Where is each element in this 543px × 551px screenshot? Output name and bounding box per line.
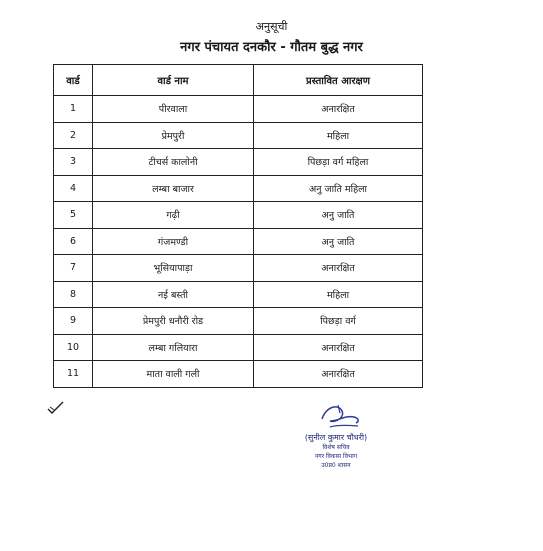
ward-reservation: अनारक्षित	[254, 334, 423, 361]
signatory-name: (सुनील कुमार चौधरी)	[304, 433, 368, 442]
ward-name: लम्बा बाजार	[93, 175, 254, 202]
header-reservation: प्रस्तावित आरक्षण	[254, 65, 423, 96]
ward-number: 9	[54, 308, 93, 335]
ward-reservation: अनारक्षित	[254, 361, 423, 388]
ward-name: भूसियापाड़ा	[93, 255, 254, 282]
ward-reservation: अनु जाति महिला	[254, 175, 423, 202]
table-row	[54, 255, 423, 282]
ward-name: नई बस्ती	[93, 281, 254, 308]
table-row	[54, 308, 423, 335]
table-row	[54, 96, 423, 123]
ward-number: 1	[54, 96, 93, 123]
table-row	[54, 361, 423, 388]
ward-name: प्रेमपुरी	[93, 122, 254, 149]
ward-name: लम्बा गलियारा	[93, 334, 254, 361]
ward-number: 5	[54, 202, 93, 229]
ward-number: 3	[54, 149, 93, 176]
ward-number: 4	[54, 175, 93, 202]
table-row	[54, 228, 423, 255]
ward-number: 6	[54, 228, 93, 255]
schedule-label: अनुसूची	[255, 20, 288, 33]
page-title: नगर पंचायत दनकौर - गौतम बुद्ध नगर	[180, 40, 363, 55]
table-row	[54, 175, 423, 202]
pen-mark-icon	[47, 400, 65, 416]
table-row	[54, 149, 423, 176]
ward-name: प्रेमपुरी धनौरी रोड	[93, 308, 254, 335]
table-row	[54, 202, 423, 229]
table-header-row	[54, 65, 423, 96]
ward-name: गढ़ी	[93, 202, 254, 229]
header-ward-name: वार्ड नाम	[93, 65, 254, 96]
ward-reservation: अनारक्षित	[254, 255, 423, 282]
ward-reservation-table	[53, 64, 423, 388]
header-ward: वार्ड	[54, 65, 93, 96]
ward-reservation: महिला	[254, 281, 423, 308]
ward-number: 10	[54, 334, 93, 361]
ward-name: माता वाली गली	[93, 361, 254, 388]
ward-reservation: महिला	[254, 122, 423, 149]
ward-reservation: पिछड़ा वर्ग	[254, 308, 423, 335]
ward-name: पीरवाला	[93, 96, 254, 123]
signatory-department: नगर विकास विभाग	[314, 453, 358, 460]
ward-number: 11	[54, 361, 93, 388]
signatory-designation: विशेष सचिव	[322, 444, 350, 451]
signature-icon	[316, 399, 364, 435]
ward-reservation: अनारक्षित	[254, 96, 423, 123]
ward-reservation: पिछड़ा वर्ग महिला	[254, 149, 423, 176]
ward-name: गंजमण्डी	[93, 228, 254, 255]
ward-number: 8	[54, 281, 93, 308]
ward-reservation: अनु जाति	[254, 202, 423, 229]
ward-number: 2	[54, 122, 93, 149]
table-row	[54, 122, 423, 149]
ward-number: 7	[54, 255, 93, 282]
table-row	[54, 281, 423, 308]
ward-reservation: अनु जाति	[254, 228, 423, 255]
signature-block	[276, 432, 396, 470]
table-row	[54, 334, 423, 361]
signatory-government: उ0प्र0 शासन	[321, 462, 351, 469]
ward-name: टीचर्स कालोनी	[93, 149, 254, 176]
